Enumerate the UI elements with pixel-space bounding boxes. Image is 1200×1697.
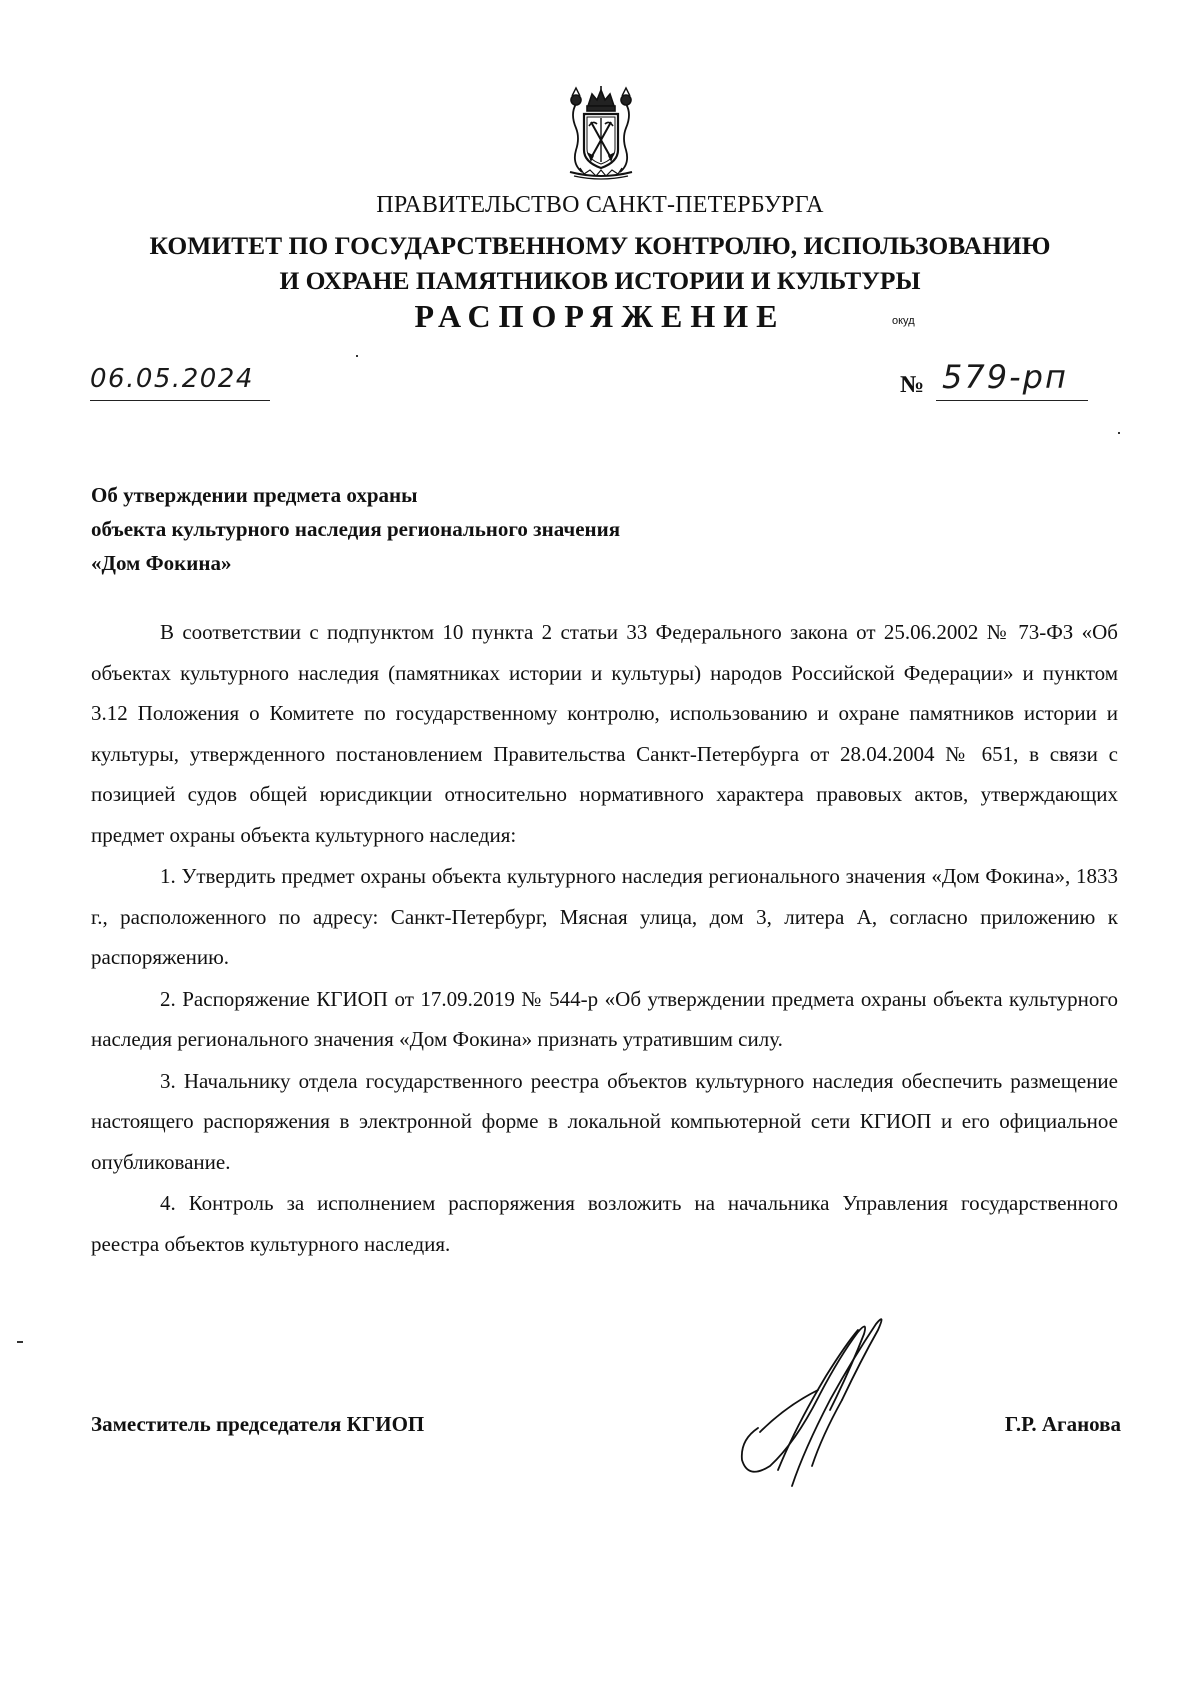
order-item: 2. Распоряжение КГИОП от 17.09.2019 № 544-р «Об утверждении предмета охраны объекта культурного наследия регионального значения «Дом Фокина» признать утратившим силу. <box>91 986 1118 1051</box>
document-date-value: 06.05.2024 <box>90 364 254 394</box>
committee-heading-line: КОМИТЕТ ПО ГОСУДАРСТВЕННОМУ КОНТРОЛЮ, ИСПОЛЬЗОВАНИЮ <box>149 231 1051 260</box>
document-date <box>90 364 270 404</box>
title-line: объекта культурного наследия регионального значения <box>91 517 621 541</box>
committee-heading <box>0 228 1200 298</box>
signatory-position: Заместитель председателя КГИОП <box>91 1412 425 1436</box>
okud-label: окуд <box>892 315 915 327</box>
title-line: Об утверждении предмета охраны <box>91 483 418 507</box>
order-item: 3. Начальнику отдела государственного реестра объектов культурного наследия обеспечить размещение настоящего распоряжения в электронной форме в локальной компьютерной сети КГИОП и его официальное опубликование. <box>91 1068 1118 1174</box>
order-items-list <box>91 856 1118 1264</box>
scan-artifact <box>1118 432 1120 434</box>
order-item: 4. Контроль за исполнением распоряжения возложить на начальника Управления государственного реестра объектов культурного наследия. <box>91 1191 1118 1256</box>
number-sign: № <box>900 372 925 398</box>
number-underline <box>936 400 1088 401</box>
document-body <box>91 612 1118 1264</box>
scan-artifact <box>356 355 358 357</box>
document-number <box>900 358 1090 406</box>
document-title <box>91 478 791 580</box>
order-item: 1. Утвердить предмет охраны объекта культурного наследия регионального значения «Дом Фокина», 1833 г., расположенного по адресу: Санкт-Петербург, Мясная улица, дом 3, литера А, согласно приложению к распоряжению. <box>91 864 1118 969</box>
handwritten-signature-icon <box>700 1310 905 1492</box>
signature-row <box>91 1412 1121 1452</box>
coat-of-arms-icon <box>556 84 646 180</box>
government-heading: ПРАВИТЕЛЬСТВО САНКТ-ПЕТЕРБУРГА <box>376 192 824 218</box>
document-type-heading: РАСПОРЯЖЕНИЕ <box>414 298 786 334</box>
scan-artifact <box>17 1341 23 1343</box>
document-number-value: 579-рп <box>942 358 1068 396</box>
intro-paragraph: В соответствии с подпунктом 10 пункта 2 статьи 33 Федерального закона от 25.06.2002 № 73-ФЗ «Об объектах культурного наследия (памятниках истории и культуры) народов Российской Федерации» и пунктом 3.12 Положения о Комитете по государственному контролю, использованию и охране памятников истории и культуры, утвержденного постановлением Правительства Санкт-Петербурга от 28.04.2004 № 651, в связи с позицией судов общей юрисдикции относительно нормативного характера правовых актов, утверждающих предмет охраны объекта культурного наследия: <box>91 620 1118 847</box>
date-underline <box>90 400 270 401</box>
committee-heading-line: И ОХРАНЕ ПАМЯТНИКОВ ИСТОРИИ И КУЛЬТУРЫ <box>279 266 921 295</box>
title-line: «Дом Фокина» <box>91 551 232 575</box>
signatory-name: Г.Р. Аганова <box>1004 1412 1121 1436</box>
